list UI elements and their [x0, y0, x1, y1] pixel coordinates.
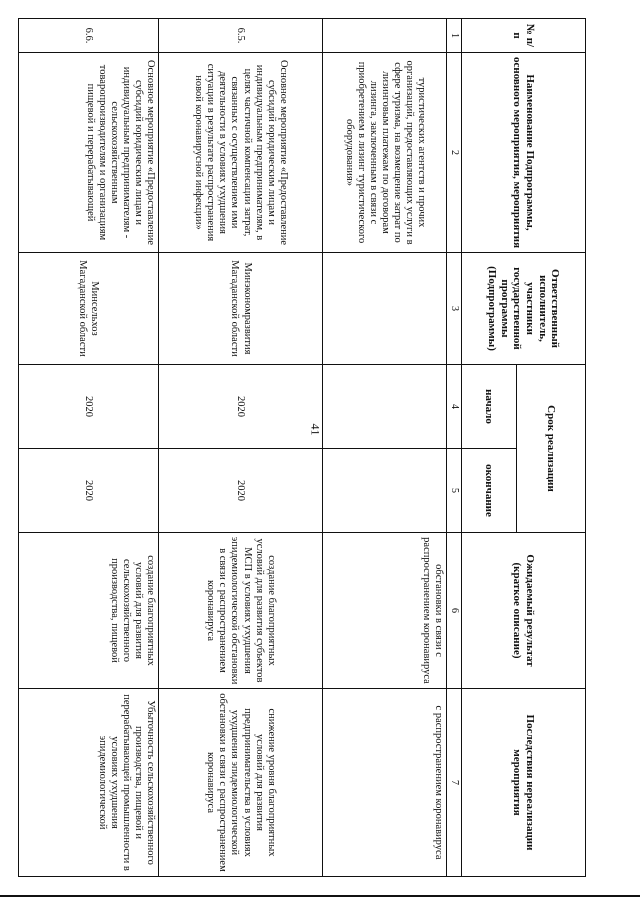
table-row	[158, 19, 322, 877]
row-start: 2020	[158, 365, 322, 449]
table-row	[19, 19, 159, 877]
row-name: Основное мероприятие «Предоставление субсидий юридическим лицам и индивидуальным предпринимателям - сельскохозяйственным товаропроизводителям и организациям пищевой и перерабатывающей	[19, 53, 159, 253]
row-no: 6.6.	[19, 19, 159, 53]
row-result: обстановки в связи с распространением коронавируса	[323, 533, 447, 689]
header-name: Наименование Подпрограммы, основного мероприятия, мероприятия	[461, 53, 585, 253]
row-result: создание благоприятных условий для развития сельскохозяйственного производства, пищевой	[19, 533, 159, 689]
header-end: окончание	[461, 449, 516, 533]
header-no: № п/п	[461, 19, 585, 53]
row-end: 2020	[19, 449, 159, 533]
row-consequences: Убыточность сельскохозяйственного производства, пищевой и перерабатывающей промышленности в условиях ухудшения эпидемиологической	[19, 689, 159, 877]
row-end	[323, 449, 447, 533]
row-start	[323, 365, 447, 449]
column-number: 4	[447, 365, 461, 449]
row-executor	[323, 253, 447, 365]
page-number: 41	[308, 423, 323, 436]
header-executor: Ответственный исполнитель, участники государственной программы (Подпрограммы)	[461, 253, 585, 365]
row-executor: Минсельхоз Магаданской области	[19, 253, 159, 365]
header-start: начало	[461, 365, 516, 449]
row-start: 2020	[19, 365, 159, 449]
header-result: Ожидаемый результат (краткое описание)	[461, 533, 585, 689]
column-number: 7	[447, 689, 461, 877]
header-period: Срок реализации	[517, 365, 586, 533]
header-consequences: Последствия нереализации мероприятия	[461, 689, 585, 877]
row-result: создание благоприятных условий для развития субъектов МСП в условиях ухудшения эпидемиологической обстановки в связи с распространением коронавируса	[158, 533, 322, 689]
rotated-table-container	[18, 18, 586, 876]
bottom-rule	[0, 895, 640, 897]
column-number: 5	[447, 449, 461, 533]
row-name: туристических агентств и прочих организаций, предоставляющих услуги в сфере туризма, на возмещение затрат по лизинговым платежам по договорам лизинга, заключенным в связи с приобретением в лизинг туристического оборудования»	[323, 53, 447, 253]
row-consequences: снижение уровня благоприятных условий для развития предпринимательства в условиях ухудшения эпидемиологической обстановки в связи с распространением коронавируса	[158, 689, 322, 877]
column-number: 1	[447, 19, 461, 53]
row-no: 6.5.	[158, 19, 322, 53]
column-number: 2	[447, 53, 461, 253]
row-end: 2020	[158, 449, 322, 533]
column-number: 6	[447, 533, 461, 689]
activities-table	[18, 18, 586, 877]
row-no	[323, 19, 447, 53]
column-number-row	[447, 19, 461, 877]
row-executor: Минэкономразвития Магаданской области	[158, 253, 322, 365]
header-row	[517, 19, 586, 877]
row-name: Основное мероприятие «Предоставление субсидий юридическим лицам и индивидуальным предпринимателям, в целях частичной компенсации затрат, связанных с осуществлением ими деятельности в условиях ухудшения ситуации в результате распространения новой коронавирусной инфекции»	[158, 53, 322, 253]
column-number: 3	[447, 253, 461, 365]
row-consequences: с распространением коронавируса	[323, 689, 447, 877]
table-row	[323, 19, 447, 877]
